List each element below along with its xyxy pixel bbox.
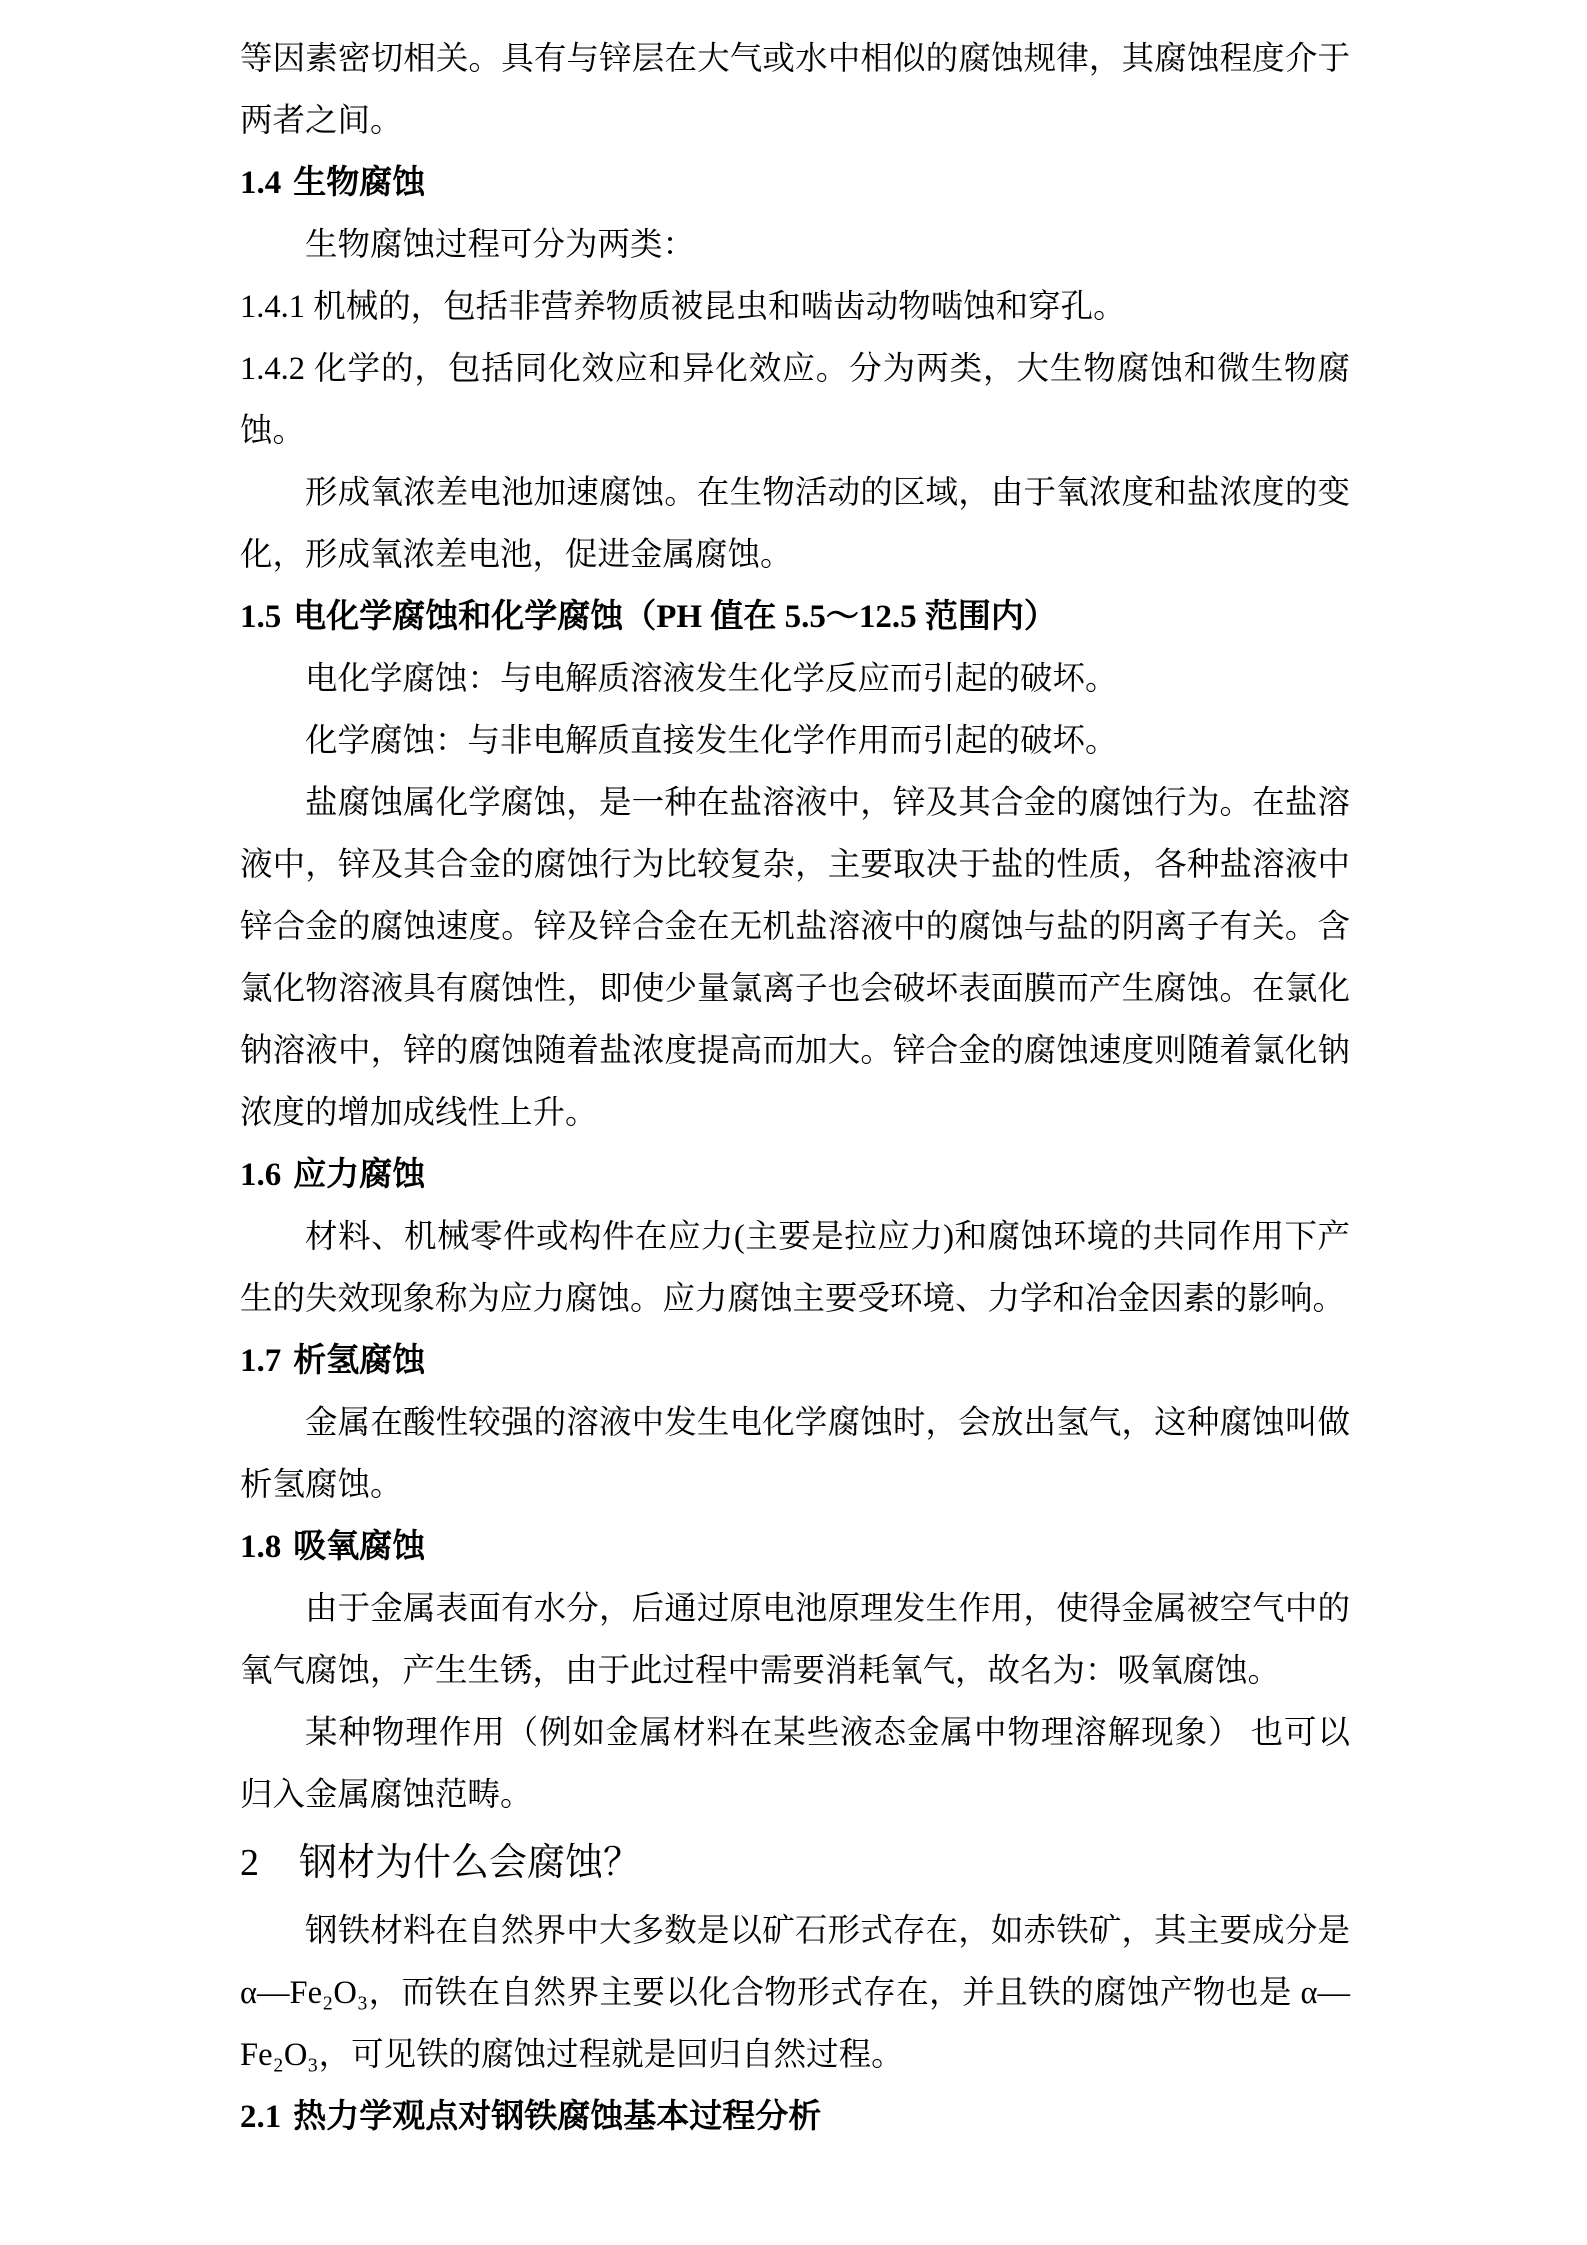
paragraph-continuation: 等因素密切相关。具有与锌层在大气或水中相似的腐蚀规律，其腐蚀程度介于两者之间。 (240, 41, 1350, 139)
heading-number: 1.6 (240, 1157, 282, 1193)
paragraph-stress-corrosion: 材料、机械零件或构件在应力(主要是拉应力)和腐蚀环境的共同作用下产生的失效现象称为应力腐蚀。应力腐蚀主要受环境、力学和冶金因素的影响。 (240, 1219, 1350, 1317)
heading-1-4 (240, 152, 1350, 214)
heading-2-1 (240, 2086, 1350, 2148)
heading-title: 吸氧腐蚀 (293, 1529, 426, 1565)
paragraph-oxygen-absorption: 由于金属表面有水分，后通过原电池原理发生作用，使得金属被空气中的氧气腐蚀，产生生锈，由于此过程中需要消耗氧气，故名为：吸氧腐蚀。 (240, 1591, 1350, 1689)
heading-title: 电化学腐蚀和化学腐蚀（PH 值在 5.5～12.5 范围内） (293, 599, 1057, 635)
heading-number: 2 (240, 1842, 259, 1884)
heading-title: 析氢腐蚀 (293, 1343, 426, 1379)
heading-title: 应力腐蚀 (293, 1157, 426, 1193)
heading-title: 钢材为什么会腐蚀？ (299, 1842, 642, 1884)
heading-number: 2.1 (240, 2099, 282, 2135)
heading-number: 1.7 (240, 1343, 282, 1379)
paragraph-steel-nature: 钢铁材料在自然界中大多数是以矿石形式存在，如赤铁矿，其主要成分是 α—Fe₂O₃，而铁在自然界主要以化合物形式存在，并且铁的腐蚀产物也是 α—Fe₂O₃，可见铁的腐蚀过程就是回归自然过程。 (240, 1913, 1350, 2073)
heading-title: 热力学观点对钢铁腐蚀基本过程分析 (293, 2099, 822, 2135)
heading-2 (240, 1826, 1350, 1900)
paragraph-chemical: 化学腐蚀：与非电解质直接发生化学作用而引起的破坏。 (305, 723, 1118, 759)
paragraph-physical-action: 某种物理作用（例如金属材料在某些液态金属中物理溶解现象） 也可以归入金属腐蚀范畴。 (240, 1715, 1350, 1813)
paragraph-hydrogen-evolution: 金属在酸性较强的溶液中发生电化学腐蚀时，会放出氢气，这种腐蚀叫做析氢腐蚀。 (240, 1405, 1350, 1503)
heading-number: 1.8 (240, 1529, 282, 1565)
heading-number: 1.4 (240, 165, 282, 201)
paragraph-electrochemical: 电化学腐蚀：与电解质溶液发生化学反应而引起的破坏。 (305, 661, 1118, 697)
paragraph-1-4-1: 1.4.1 机械的，包括非营养物质被昆虫和啮齿动物啮蚀和穿孔。 (240, 289, 1126, 325)
paragraph-salt-corrosion: 盐腐蚀属化学腐蚀，是一种在盐溶液中，锌及其合金的腐蚀行为。在盐溶液中，锌及其合金的腐蚀行为比较复杂，主要取决于盐的性质，各种盐溶液中锌合金的腐蚀速度。锌及锌合金在无机盐溶液中的腐蚀与盐的阴离子有关。含氯化物溶液具有腐蚀性，即使少量氯离子也会破坏表面膜而产生腐蚀。在氯化钠溶液中，锌的腐蚀随着盐浓度提高而加大。锌合金的腐蚀速度则随着氯化钠浓度的增加成线性上升。 (240, 785, 1350, 1131)
heading-number: 1.5 (240, 599, 282, 635)
heading-1-5 (240, 586, 1350, 648)
paragraph-bio-intro: 生物腐蚀过程可分为两类： (305, 227, 696, 263)
heading-1-6 (240, 1144, 1350, 1206)
heading-1-8 (240, 1516, 1350, 1578)
paragraph-1-4-2: 1.4.2 化学的，包括同化效应和异化效应。分为两类，大生物腐蚀和微生物腐蚀。 (240, 351, 1350, 449)
document-content (240, 28, 1350, 2148)
heading-title: 生物腐蚀 (293, 165, 426, 201)
heading-1-7 (240, 1330, 1350, 1392)
paragraph-oxygen-cell: 形成氧浓差电池加速腐蚀。在生物活动的区域，由于氧浓度和盐浓度的变化，形成氧浓差电池，促进金属腐蚀。 (240, 475, 1350, 573)
